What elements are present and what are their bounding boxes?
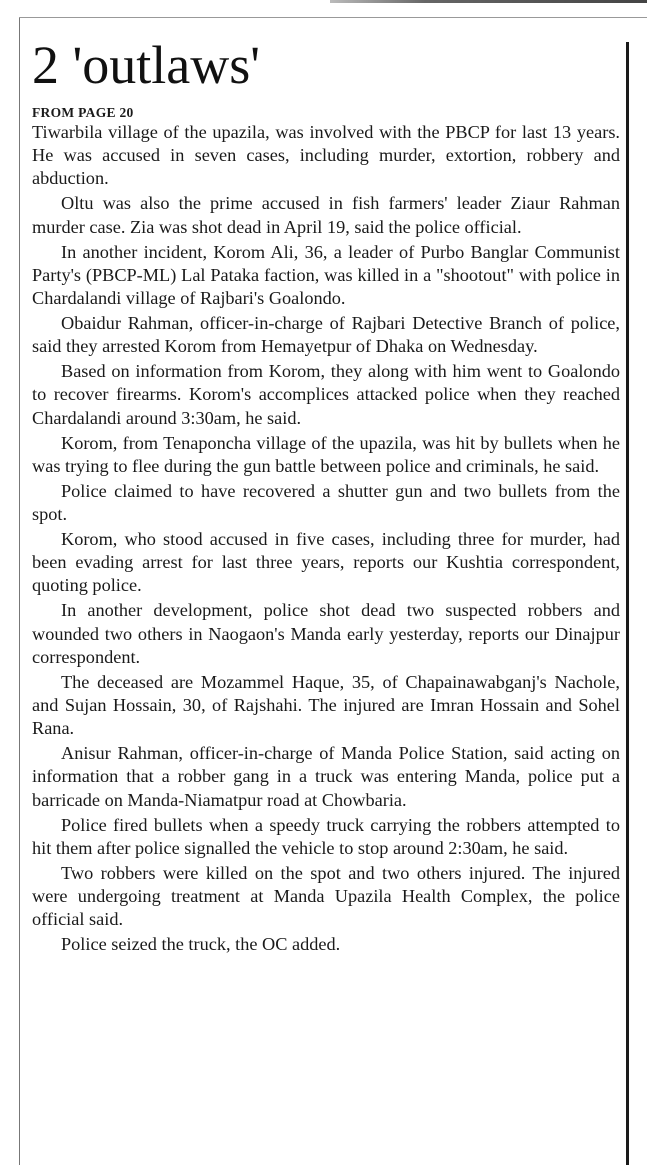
paragraph: Two robbers were killed on the spot and two others injured. The injured were undergoing treatment at Manda Upazila Health Complex, the police official said. (32, 862, 620, 930)
paragraph: Oltu was also the prime accused in fish farmers' leader Ziaur Rahman murder case. Zia was shot dead in April 19, said the police official. (32, 193, 620, 237)
article (32, 30, 620, 958)
paragraph: In another incident, Korom Ali, 36, a leader of Purbo Banglar Communist Party's (PBCP-ML) Lal Pataka faction, was killed in a "shootout" with police in Chardalandi village of Rajbari's Goalondo. (32, 241, 620, 309)
paragraph: Anisur Rahman, officer-in-charge of Manda Police Station, said acting on information that a robber gang in a truck was entering Manda, police put a barricade on Manda-Niamatpur road at Chowbaria. (32, 743, 620, 810)
jump-line: FROM PAGE 20 (32, 105, 134, 120)
top-rule (330, 0, 647, 3)
paragraph: In another development, police shot dead two suspected robbers and wounded two others in Naogaon's Manda early yesterday, reports our Dinajpur correspondent. (32, 600, 620, 667)
paragraph: Korom, from Tenaponcha village of the upazila, was hit by bullets when he was trying to flee during the gun battle between police and criminals, he said. (32, 432, 620, 476)
paragraph: Police seized the truck, the OC added. (61, 934, 341, 955)
paragraph: Obaidur Rahman, officer-in-charge of Rajbari Detective Branch of police, said they arrested Korom from Hemayetpur of Dhaka on Wednesday. (32, 313, 620, 357)
paragraph: The deceased are Mozammel Haque, 35, of Chapainawabganj's Nachole, and Sujan Hossain, 30, of Rajshahi. The injured are Imran Hossain and Sohel Rana. (32, 671, 620, 739)
paragraph: Tiwarbila village of the upazila, was involved with the PBCP for last 13 years. He was accused in seven cases, including murder, extortion, robbery and abduction. (32, 122, 620, 189)
paragraph: Korom, who stood accused in five cases, including three for murder, had been evading arrest for last three years, reports our Kushtia correspondent, quoting police. (32, 529, 620, 596)
column-divider (626, 42, 629, 1165)
paragraph: Police fired bullets when a speedy truck carrying the robbers attempted to hit them after police signalled the vehicle to stop around 2:30am, he said. (32, 814, 620, 858)
headline: 2 'outlaws' (32, 35, 260, 95)
article-body (32, 121, 620, 956)
frame-top-border (19, 17, 647, 18)
frame-left-border (19, 18, 20, 1165)
paragraph: Police claimed to have recovered a shutter gun and two bullets from the spot. (32, 480, 620, 525)
paragraph: Based on information from Korom, they along with him went to Goalondo to recover firearms. Korom's accomplices attacked police when they reached Chardalandi around 3:30am, he said. (32, 361, 620, 428)
